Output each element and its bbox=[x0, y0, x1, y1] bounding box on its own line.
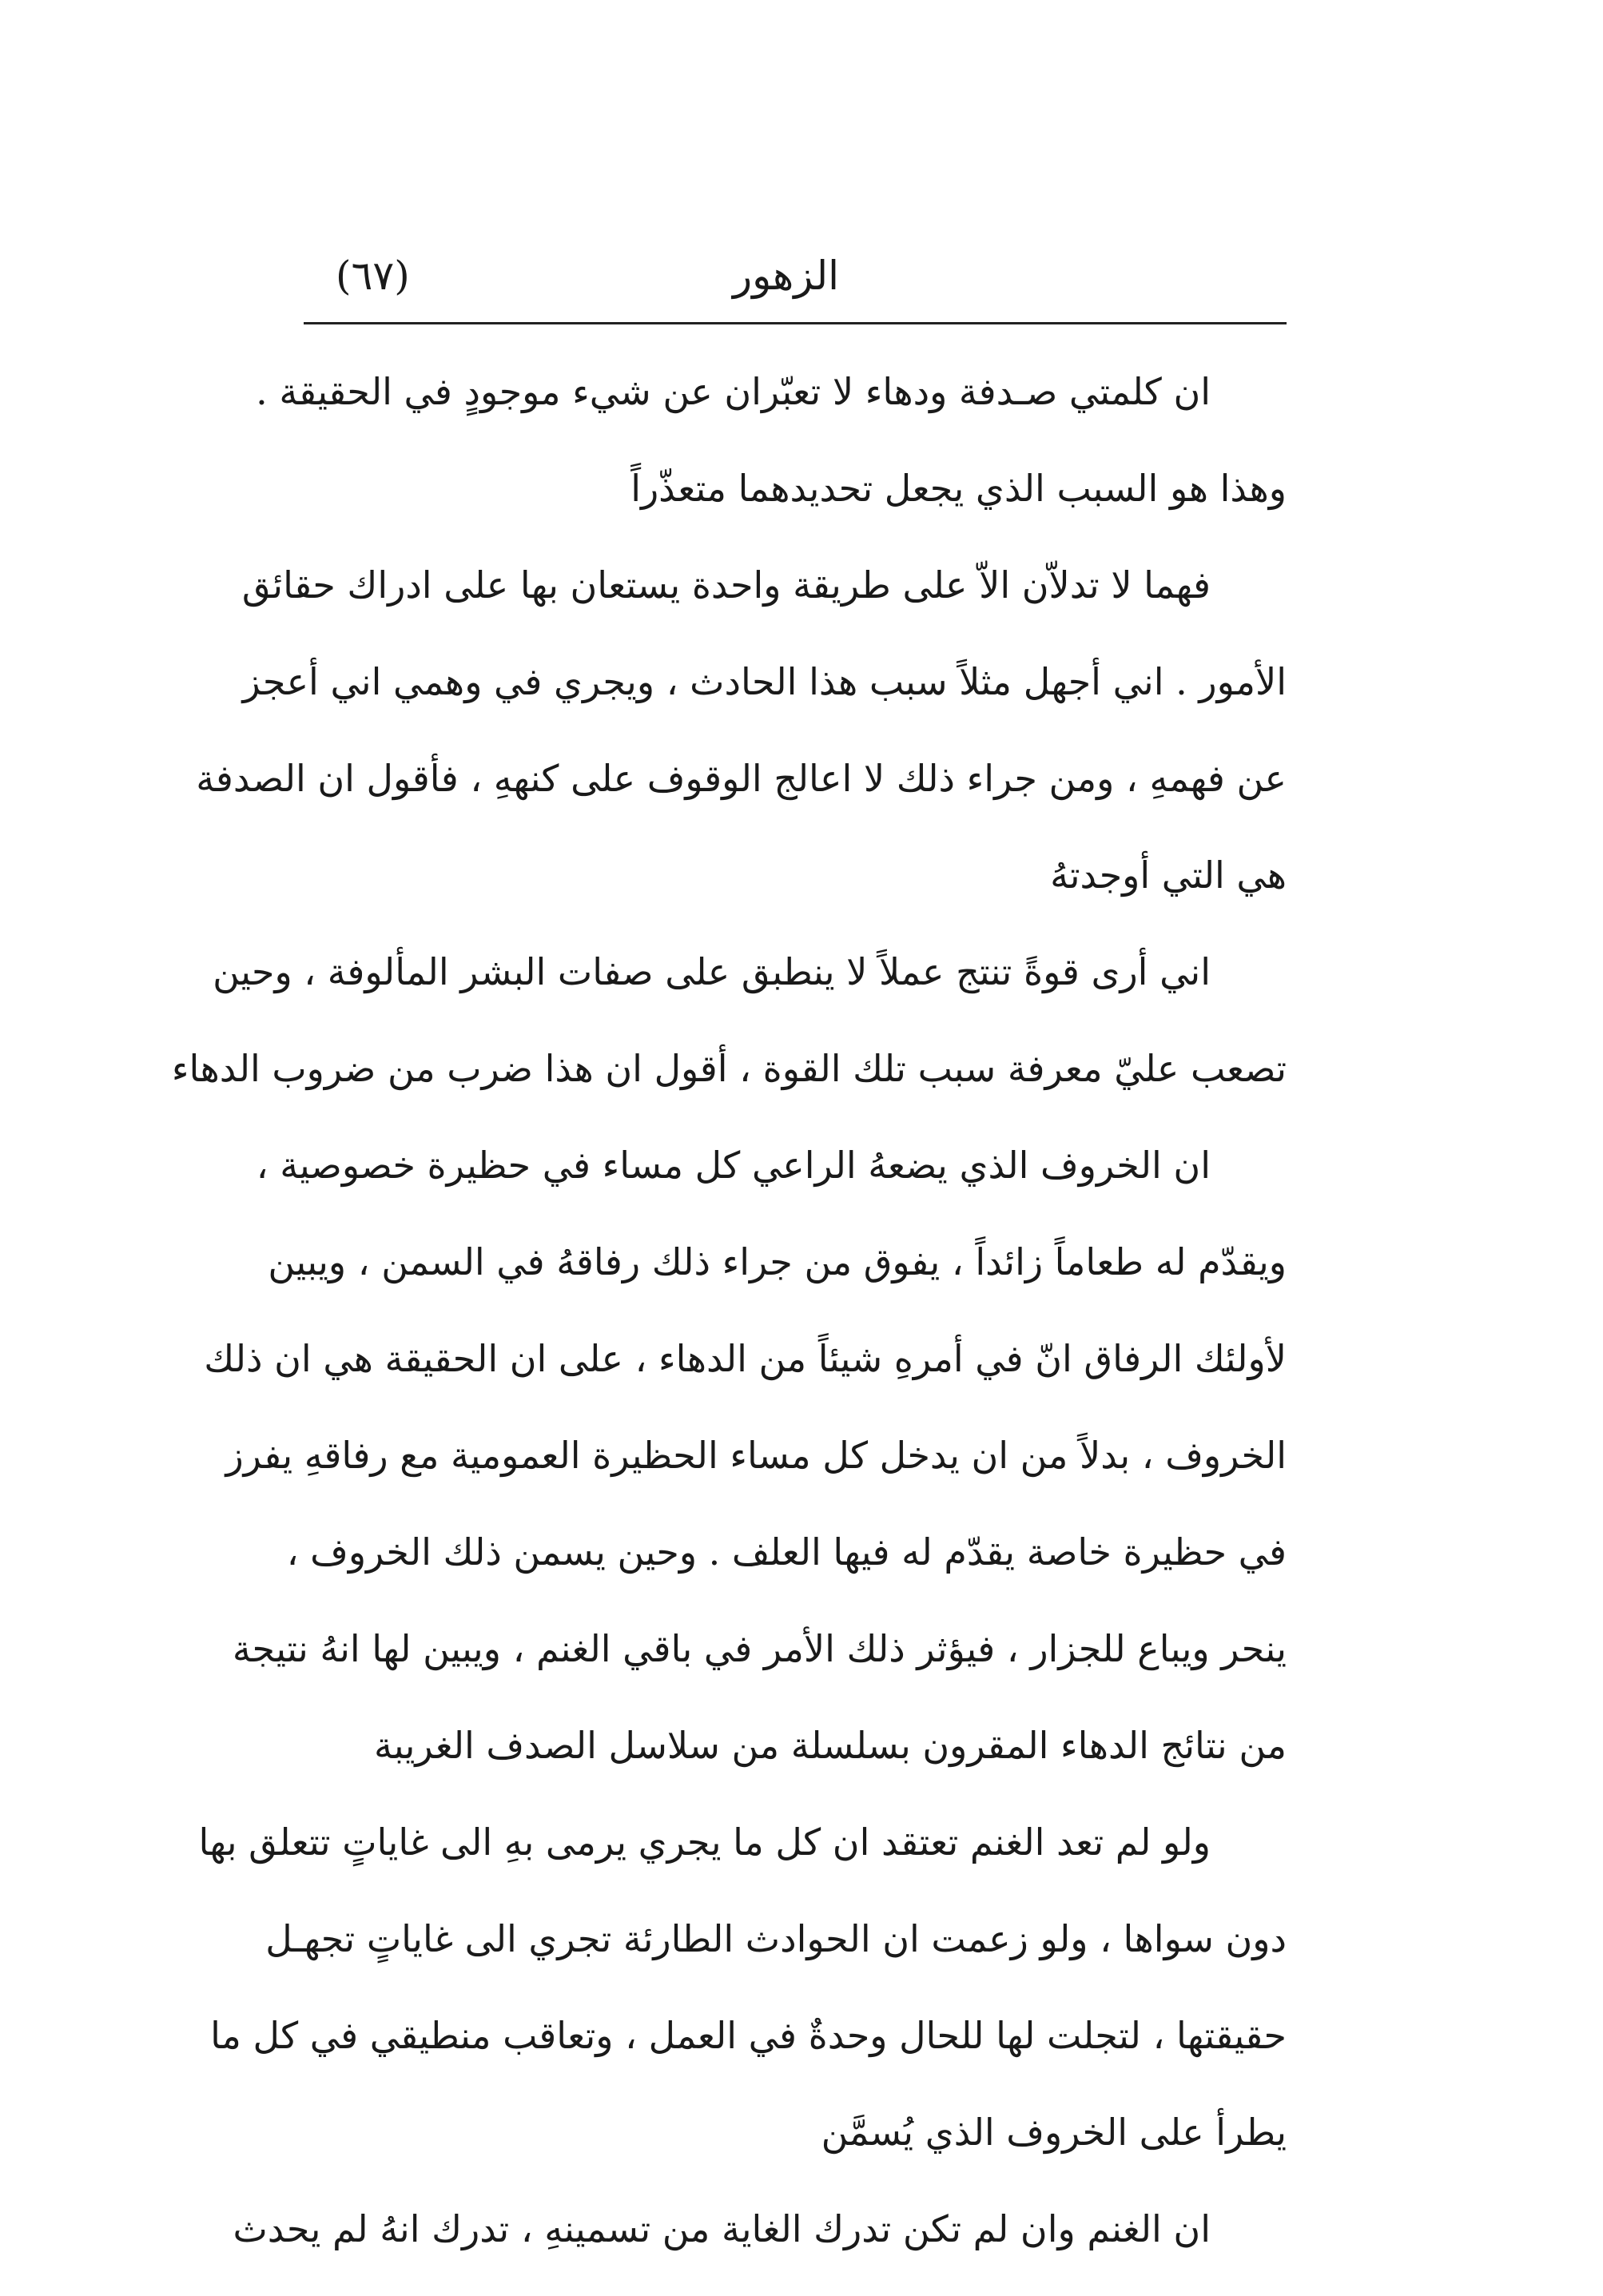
text-line: ولو لم تعد الغنم تعتقد ان كل ما يجري يرمى بهِ الى غاياتٍ تتعلق بها bbox=[198, 1820, 1211, 1864]
header-divider bbox=[304, 322, 1287, 324]
page-number: (٦٧) bbox=[336, 253, 410, 299]
text-line: اني أرى قوةً تنتج عملاً لا ينطبق على صفات البشر المألوفة ، وحين bbox=[213, 950, 1211, 993]
body-text bbox=[171, 344, 1287, 2278]
text-line: ان الخروف الذي يضعهُ الراعي كل مساء في حظيرة خصوصية ، bbox=[256, 1144, 1211, 1187]
page-header bbox=[304, 240, 1287, 316]
text-line: تصعب عليّ معرفة سبب تلك القوة ، أقول ان هذا ضرب من ضروب الدهاء bbox=[171, 1047, 1287, 1090]
text-line: وهذا هو السبب الذي يجعل تحديدهما متعذّراً bbox=[630, 467, 1287, 510]
text-line: يطرأ على الخروف الذي يُسمَّن bbox=[821, 2111, 1287, 2154]
text-line: ان كلمتي صـدفة ودهاء لا تعبّران عن شيء موجودٍ في الحقيقة . bbox=[256, 370, 1211, 413]
text-line: فهما لا تدلاّن الاّ على طريقة واحدة يستعان بها على ادراك حقائق bbox=[241, 563, 1211, 607]
text-line: دون سواها ، ولو زعمت ان الحوادث الطارئة تجري الى غاياتٍ تجهـل bbox=[265, 1917, 1287, 1960]
text-line: ان الغنم وان لم تكن تدرك الغاية من تسمينهِ ، تدرك انهُ لم يحدث bbox=[233, 2207, 1211, 2250]
text-line: لأولئك الرفاق انّ في أمرهِ شيئاً من الدهاء ، على ان الحقيقة هي ان ذلك bbox=[204, 1337, 1287, 1380]
text-line: عن فهمهِ ، ومن جراء ذلك لا اعالج الوقوف على كنههِ ، فأقول ان الصدفة bbox=[196, 757, 1287, 800]
text-line: من نتائج الدهاء المقرون بسلسلة من سلاسل الصدف الغريبة bbox=[374, 1724, 1287, 1767]
text-line: الخروف ، بدلاً من ان يدخل كل مساء الحظيرة العمومية مع رفاقهِ يفرز bbox=[225, 1434, 1287, 1477]
text-line: ينحر ويباع للجزار ، فيؤثر ذلك الأمر في باقي الغنم ، ويبين لها انهُ نتيجة bbox=[232, 1627, 1287, 1670]
running-title: الزهور bbox=[732, 253, 839, 299]
text-line: حقيقتها ، لتجلت لها للحال وحدةٌ في العمل ، وتعاقب منطيقي في كل ما bbox=[210, 2014, 1287, 2057]
text-line: في حظيرة خاصة يقدّم له فيها العلف . وحين يسمن ذلك الخروف ، bbox=[286, 1530, 1287, 1574]
text-line: الأمور . اني أجهل مثلاً سبب هذا الحادث ، ويجري في وهمي اني أعجز bbox=[242, 660, 1287, 703]
text-line: ويقدّم له طعاماً زائداً ، يفوق من جراء ذلك رفاقهُ في السمن ، ويبين bbox=[268, 1240, 1287, 1283]
text-line: هي التي أوجدتهُ bbox=[1050, 854, 1287, 897]
